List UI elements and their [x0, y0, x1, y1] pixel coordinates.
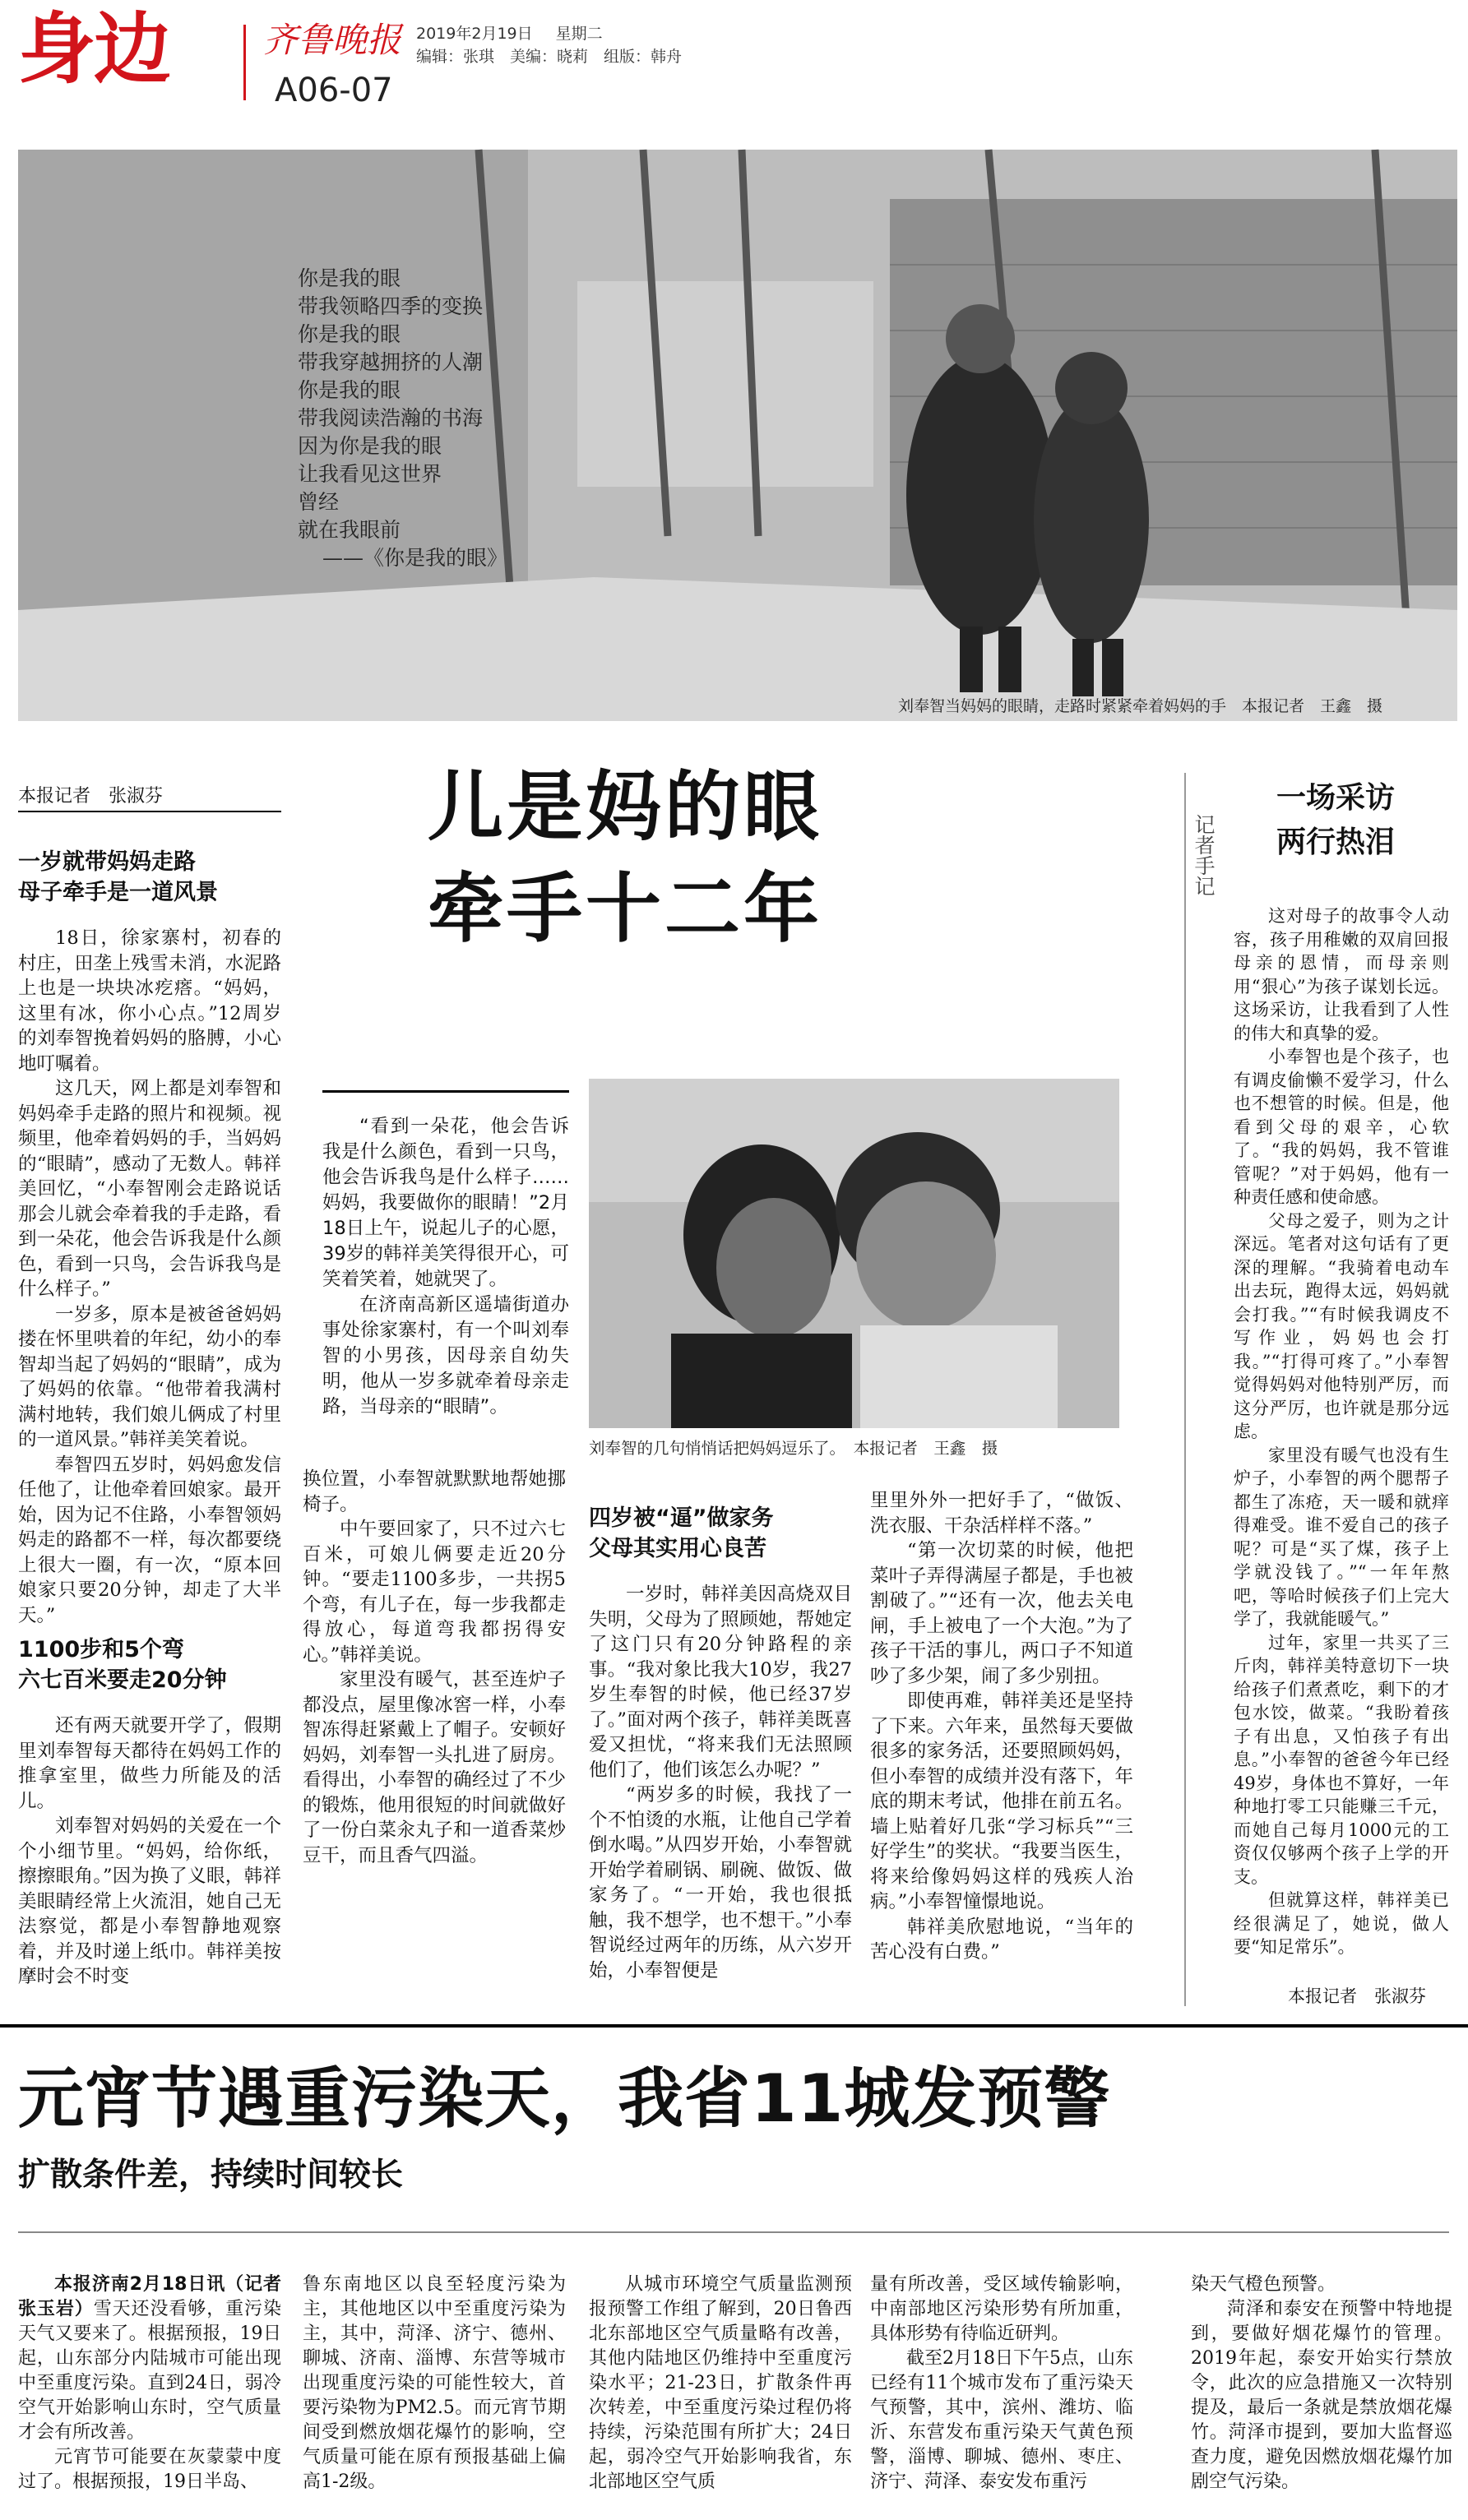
- mother-son-scene: [589, 1079, 1119, 1428]
- subhead-2-line-1: 1100步和5个弯: [18, 1637, 184, 1662]
- note-title-line-1: 一场采访: [1276, 781, 1396, 815]
- byline-rule: [18, 811, 281, 812]
- paragraph: 但就算这样，韩祥美已经很满足了，她说，做人要“知足常乐”。: [1234, 1890, 1449, 1957]
- top-photo-scene: [18, 150, 1457, 721]
- paragraph: 家里没有暖气，甚至连炉子都没点，屋里像冰窖一样，小奉智冻得赶紧戴上了帽子。安顿好妈妈，刘奉智一头扎进了厨房。看得出，小奉智的确经过了不少的锻炼，他用很短的时间就做好了一份白菜汆丸子和一道香菜炒豆干，而且香气四溢。: [303, 1669, 566, 1866]
- lead-quote: [322, 1114, 569, 1420]
- paragraph: 18日，徐家寨村，初春的村庄，田垄上残雪未消，水泥路上也是一块块冰疙瘩。“妈妈，这里有冰，你小心点。”12周岁的刘奉智挽着妈妈的胳膊，小心地叮嘱着。: [18, 927, 281, 1075]
- paragraph: 量有所改善，受区域传输影响，中南部地区污染形势有所加重，具体形势有待临近研判。: [870, 2274, 1133, 2344]
- story-col-4: [870, 1488, 1133, 2014]
- poem: [298, 265, 507, 572]
- story2-col-1: [18, 2273, 300, 2519]
- paragraph: 鲁东南地区以良至轻度污染为主，其他地区以中至重度污染为主，其中，菏泽、济宁、德州、聊城、济南、淄博、东营等城市出现重度污染的可能性较大，首要污染物为PM2.5。而元宵节期间受到燃放烟花爆竹的影响，空气质量可能在原有预报基础上偏高1-2级。: [303, 2274, 566, 2492]
- subhead-1-line-1: 一岁就带妈妈走路: [18, 849, 196, 875]
- poem-line: 带我阅读浩瀚的书海: [298, 406, 484, 430]
- headline-line-2: 牵手十二年: [428, 865, 823, 953]
- paragraph: 截至2月18日下午5点，山东已经有11个城市发布了重污染天气预警，其中，滨州、潍坊、临沂、东营发布重污染天气黄色预警，淄博、聊城、德州、枣庄、济宁、菏泽、泰安发布重污: [870, 2348, 1133, 2492]
- section-separator: [0, 2024, 1468, 2028]
- weekday: 星期二: [555, 25, 603, 43]
- paragraph: 染天气橙色预警。: [1191, 2274, 1336, 2295]
- note-body: [1234, 904, 1449, 1981]
- paper-logo: 齐鲁晚报: [263, 20, 402, 60]
- story-col-2: [303, 1467, 566, 2009]
- subhead-3-line-2: 父母其实用心良苦: [589, 1536, 766, 1561]
- poem-line: 你是我的眼: [298, 322, 401, 346]
- paragraph: 里里外外一把好手了，“做饭、洗衣服、干杂活样样不落。”: [870, 1490, 1133, 1537]
- poem-line: ——《你是我的眼》: [322, 546, 508, 570]
- paragraph: [18, 2273, 300, 2445]
- paragraph: 一岁时，韩祥美因高烧双目失明，父母为了照顾她，帮她定了这门只有20分钟路程的亲事。“我对象比我大10岁，我27岁生奉智的时候，他已经37岁了。”面对两个孩子，韩祥美既喜爱又担忧，“将来我们无法照顾他们了，他们该怎么办呢？”: [589, 1584, 852, 1781]
- poem-line: 曾经: [298, 490, 340, 514]
- note-title: [1276, 776, 1395, 865]
- subhead-1-line-2: 母子牵手是一道风景: [18, 880, 218, 905]
- paragraph: 父母之爱子，则为之计深远。笔者对这句话有了更深的理解。“我骑着电动车出去玩，跑得太远，妈妈就会打我。”“有时候我调皮不写作业，妈妈也会打我。”“打得可疼了。”小奉智觉得妈妈对他特别严厉，而这分严厉，也许就是那分远虑。: [1234, 1210, 1449, 1441]
- paragraph: 小奉智也是个孩子，也有调皮偷懒不爱学习，什么也不想管的时候。但是，他看到父母的艰辛，心软了。“我的妈妈，我不管谁管呢？”对于妈妈，他有一种责任感和使命感。: [1234, 1047, 1449, 1207]
- mother-son-photo: [589, 1079, 1119, 1428]
- headline-line-1: 儿是妈的眼: [428, 763, 823, 851]
- paragraph: 菏泽和泰安在预警中特地提到，要做好烟花爆竹的管理。2019年起，泰安开始实行禁放令，此次的应急措施又一次特别提及，最后一条就是禁放烟花爆竹。菏泽市提到，要加大监督巡查力度，避免因燃放烟花爆竹加剧空气污染。: [1191, 2299, 1452, 2492]
- story2-lead: 本报济南2月18日讯（记者 张玉岩）: [18, 2274, 300, 2319]
- masthead-divider: [243, 25, 246, 100]
- story2-lead-text: 雪天还没看够，重污染天气又要来了。根据预报，19日起，山东部分内陆城市可能出现中至重度污染。直到24日，弱冷空气开始影响山东时，空气质量才会有所改善。: [18, 2299, 281, 2443]
- poem-line: 让我看见这世界: [298, 462, 442, 486]
- poem-line: 带我领略四季的变换: [298, 294, 484, 318]
- poem-line: 你是我的眼: [298, 266, 401, 290]
- story2-col-3: [589, 2273, 852, 2519]
- note-vertical-rule: [1184, 773, 1186, 2006]
- story-byline: 本报记者 张淑芬: [18, 786, 164, 807]
- note-tag: 记者手记: [1192, 814, 1216, 896]
- story2-col-4: [870, 2273, 1133, 2519]
- story-col-1: [18, 847, 281, 2006]
- story2-rule: [18, 2231, 1449, 2233]
- story2-headline: 元宵节遇重污染天，我省11城发预警: [18, 2060, 1111, 2137]
- paragraph: “第一次切菜的时候，他把菜叶子弄得满屋子都是，手也被割破了。”“还有一次，他去关电闸，手上被电了一个大泡。”为了孩子干活的事儿，两口子不知道吵了多少架，闹了多少别扭。: [870, 1540, 1133, 1687]
- subhead-2-line-2: 六七百米要走20分钟: [18, 1667, 227, 1693]
- date: 2019年2月19日: [416, 25, 533, 43]
- note-title-line-2: 两行热泪: [1276, 825, 1396, 859]
- lead-quote-p2: 在济南高新区遥墙街道办事处徐家寨村，有一个叫刘奉智的小男孩，因母亲自幼失明，他从一岁多就牵着母亲走路，当母亲的“眼睛”。: [322, 1294, 569, 1417]
- paragraph: 刘奉智对妈妈的关爱在一个个小细节里。“妈妈，给你纸，擦擦眼角。”因为换了义眼，韩祥美眼睛经常上火流泪，她自己无法察觉，都是小奉智静地观察着，并及时递上纸巾。韩祥美按摩时会不时变: [18, 1815, 281, 1987]
- paragraph: 元宵节可能要在灰蒙蒙中度过了。根据预报，19日半岛、: [18, 2447, 281, 2492]
- story2-col-5: [1191, 2273, 1452, 2519]
- quote-rule: [322, 1090, 569, 1093]
- photo2-caption: 刘奉智的几句悄悄话把妈妈逗乐了。 本报记者 王鑫 摄: [589, 1439, 998, 1458]
- poem-line: 就在我眼前: [298, 518, 401, 542]
- paragraph: 奉智四五岁时，妈妈愈发信任他了，让他牵着回娘家。最开始，因为记不住路，小奉智领妈妈走的路都不一样，每次都要绕上很大一圈，有一次，“原本回娘家只要20分钟，却走了大半天。”: [18, 1454, 281, 1626]
- page-number: A06-07: [275, 72, 393, 109]
- issue-date: [416, 21, 603, 44]
- top-photo: [18, 150, 1457, 721]
- paragraph: 家里没有暖气也没有生炉子，小奉智的两个腮帮子都生了冻疮，天一暖和就痒得难受。谁不爱自己的孩子呢？可是“买了煤，孩子上学就没钱了。”“一年年熬吧，等哈时候孩子们上完大学了，我就能暖气。”: [1234, 1445, 1449, 1629]
- paragraph: 还有两天就要开学了，假期里刘奉智每天都待在妈妈工作的推拿室里，做些力所能及的活儿。: [18, 1715, 281, 1812]
- editors-line: 编辑：张琪 美编：晓莉 组版：韩舟: [416, 48, 683, 66]
- story-col-3: [589, 1503, 852, 2013]
- poem-line: 你是我的眼: [298, 378, 401, 402]
- paragraph: 韩祥美欣慰地说，“当年的苦心没有白费。”: [870, 1916, 1133, 1963]
- story-headline: [428, 756, 822, 960]
- poem-line: 因为你是我的眼: [298, 434, 442, 458]
- section-title: 身边: [18, 5, 170, 95]
- story2-col-2: [303, 2273, 566, 2519]
- lead-quote-p1: “看到一朵花，他会告诉我是什么颜色，看到一只鸟，他会告诉我鸟是什么样子……妈妈，我要做你的眼睛！”2月18日上午，说起儿子的心愿，39岁的韩祥美笑得很开心，可笑着笑着，她就哭了。: [322, 1116, 569, 1290]
- paragraph: 过年，家里一共买了三斤肉，韩祥美特意切下一块给孩子们煮煮吃，剩下的才包水饺，做菜。“我盼着孩子有出息，又怕孩子有出息。”小奉智的爸爸今年已经49岁，身体也不算好，一年种地打零工只能赚三千元，而她自己每月1000元的工资仅仅够两个孩子上学的开支。: [1234, 1632, 1449, 1887]
- paragraph: 即使再难，韩祥美还是坚持了下来。六年来，虽然每天要做很多的家务活，还要照顾妈妈，但小奉智的成绩并没有落下，年底的期末考试，他排在前五名。墙上贴着好几张“学习标兵”“三好学生”的奖状。“我要当医生，将来给像妈妈这样的残疾人治病。”小奉智憧憬地说。: [870, 1690, 1133, 1912]
- paragraph: 从城市环境空气质量监测预报预警工作组了解到，20日鲁西北东部地区空气质量略有改善，其他内陆地区仍维持中至重度污染水平；21-23日，扩散条件再次转差，中至重度污染过程仍将持续，污染范围有所扩大；24日起，弱冷空气开始影响我省，东北部地区空气质: [589, 2274, 852, 2492]
- poem-line: 带我穿越拥挤的人潮: [298, 350, 484, 374]
- note-byline: 本报记者 张淑芬: [1288, 1986, 1426, 2006]
- story2-subhead: 扩散条件差，持续时间较长: [18, 2157, 404, 2194]
- paragraph: 这对母子的故事令人动容，孩子用稚嫩的双肩回报母亲的恩情，而母亲则用“狠心”为孩子谋划长远。这场采访，让我看到了人性的伟大和真挚的爱。: [1234, 906, 1449, 1043]
- subhead-3-line-1: 四岁被“逼”做家务: [589, 1505, 774, 1531]
- paragraph: 一岁多，原本是被爸爸妈妈搂在怀里哄着的年纪，幼小的奉智却当起了妈妈的“眼睛”，成为了妈妈的依靠。“他带着我满村满村地转，我们娘儿俩成了村里的一道风景。”韩祥美笑着说。: [18, 1303, 281, 1450]
- paragraph: 换位置，小奉智就默默地帮她挪椅子。: [303, 1468, 566, 1515]
- paragraph: 这几天，网上都是刘奉智和妈妈牵手走路的照片和视频。视频里，他牵着妈妈的手，当妈妈的“眼睛”，感动了无数人。韩祥美回忆，“小奉智刚会走路说话那会儿就会牵着我的手走路，看到一朵花，他会告诉我是什么颜色，看到一只鸟，会告诉我鸟是什么样子。”: [18, 1078, 281, 1300]
- paragraph: 中午要回家了，只不过六七百米，可娘儿俩要走近20分钟。“要走1100多步，一共拐5个弯，有儿子在，每一步我都走得放心，每道弯我都拐得安心。”韩祥美说。: [303, 1519, 566, 1666]
- top-photo-caption: 刘奉智当妈妈的眼睛，走路时紧紧牵着妈妈的手 本报记者 王鑫 摄: [898, 697, 1383, 715]
- paragraph: “两岁多的时候，我找了一个不怕烫的水瓶，让他自己学着倒水喝。”从四岁开始，小奉智就开始学着刷锅、刷碗、做饭、做家务了。“一开始，我也很抵触，我不想学，也不想干。”小奉智说经过两年的历练，从六岁开始，小奉智便是: [589, 1784, 852, 1981]
